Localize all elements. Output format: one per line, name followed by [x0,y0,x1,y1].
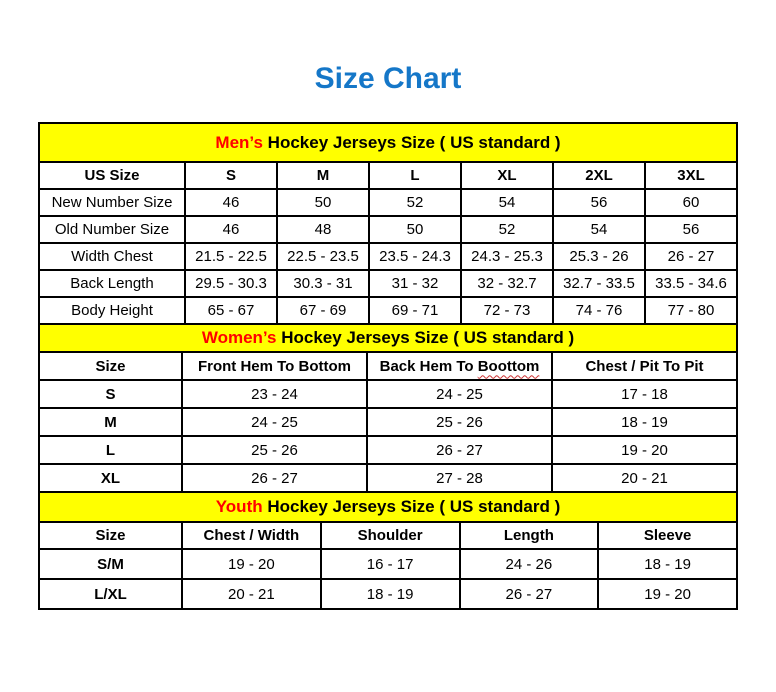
size-cell: 18 - 19 [321,579,460,609]
size-cell: 24 - 25 [367,380,552,408]
size-cell: 48 [277,216,369,243]
size-cell: 18 - 19 [598,549,737,579]
table-row [39,189,737,216]
row-label: Old Number Size [39,216,185,243]
size-cell: 24 - 26 [460,549,599,579]
column-header-label: Size [95,357,126,375]
column-header [39,162,185,189]
size-cell: 50 [369,216,461,243]
header-row [39,162,737,189]
section-title-rest: Hockey Jerseys Size ( US standard ) [262,497,561,516]
size-cell: 46 [185,216,277,243]
section-title [39,324,737,352]
size-cell: 50 [277,189,369,216]
column-header-label: M [316,167,330,184]
column-header-label: S [225,167,236,184]
size-cell: 60 [645,189,737,216]
column-header [39,352,182,380]
section-title-highlight: Men’s [215,132,263,152]
size-cell: 26 - 27 [460,579,599,609]
column-header-label: Size [95,527,126,544]
row-label: M [39,408,182,436]
section-title-highlight: Youth [215,497,263,516]
size-cell: 72 - 73 [461,297,553,324]
table-row [39,579,737,609]
column-header [367,352,552,380]
column-header [460,522,599,549]
size-tables [38,122,738,610]
section-title-highlight: Women’s [201,328,277,347]
column-header [321,522,460,549]
size-cell: 74 - 76 [553,297,645,324]
column-header [461,162,553,189]
size-cell: 54 [461,189,553,216]
table-row [39,243,737,270]
table-row [39,408,737,436]
size-cell: 56 [645,216,737,243]
header-row [39,352,737,380]
size-cell: 25.3 - 26 [553,243,645,270]
size-cell: 20 - 21 [552,464,737,492]
size-cell: 32.7 - 33.5 [553,270,645,297]
column-header-label: 3XL [677,167,705,184]
section-band [39,492,737,522]
column-header-label: L [410,167,420,184]
size-cell: 19 - 20 [182,549,321,579]
table-row [39,216,737,243]
size-cell: 17 - 18 [552,380,737,408]
size-cell: 69 - 71 [369,297,461,324]
size-cell: 23.5 - 24.3 [369,243,461,270]
row-label: New Number Size [39,189,185,216]
size-cell: 18 - 19 [552,408,737,436]
size-cell: 32 - 32.7 [461,270,553,297]
column-header [182,352,367,380]
size-cell: 26 - 27 [645,243,737,270]
row-label: Body Height [39,297,185,324]
youth-size-table [38,491,738,610]
size-cell: 22.5 - 23.5 [277,243,369,270]
column-header [645,162,737,189]
misspelled-word: Boottom [477,357,540,375]
size-cell: 24 - 25 [182,408,367,436]
size-cell: 31 - 32 [369,270,461,297]
size-cell: 26 - 27 [182,464,367,492]
row-label: Width Chest [39,243,185,270]
row-label: L [39,436,182,464]
header-row [39,522,737,549]
size-cell: 16 - 17 [321,549,460,579]
size-cell: 52 [369,189,461,216]
table-row [39,549,737,579]
column-header-label: Sleeve [643,527,692,544]
column-header-label: Front Hem To Bottom [197,357,352,375]
section-title-rest: Hockey Jerseys Size ( US standard ) [276,328,575,347]
table-row [39,297,737,324]
size-cell: 77 - 80 [645,297,737,324]
size-cell: 25 - 26 [367,408,552,436]
size-cell: 33.5 - 34.6 [645,270,737,297]
size-cell: 30.3 - 31 [277,270,369,297]
mens-size-table [38,122,738,325]
column-header [39,522,182,549]
row-label: S [39,380,182,408]
column-header [552,352,737,380]
column-header [598,522,737,549]
size-cell: 23 - 24 [182,380,367,408]
row-label: XL [39,464,182,492]
column-header-label: Shoulder [357,527,423,544]
page-title: Size Chart [314,62,462,95]
column-header [369,162,461,189]
section-title-rest: Hockey Jerseys Size ( US standard ) [262,132,561,152]
column-header-label: Chest / Width [203,527,300,544]
size-cell: 24.3 - 25.3 [461,243,553,270]
column-header [182,522,321,549]
table-row [39,464,737,492]
row-label: Back Length [39,270,185,297]
size-cell: 26 - 27 [367,436,552,464]
size-cell: 29.5 - 30.3 [185,270,277,297]
column-header-label: XL [497,167,517,184]
size-cell: 54 [553,216,645,243]
table-row [39,380,737,408]
column-header-label: Length [503,527,554,544]
size-cell: 19 - 20 [598,579,737,609]
table-row [39,270,737,297]
section-title [39,123,737,162]
table-row [39,436,737,464]
size-cell: 67 - 69 [277,297,369,324]
column-header-label: Chest / Pit To Pit [585,357,704,375]
column-header [185,162,277,189]
column-header [277,162,369,189]
size-cell: 20 - 21 [182,579,321,609]
size-cell: 52 [461,216,553,243]
column-header [553,162,645,189]
womens-size-table [38,323,738,493]
column-header-label: Back Hem To [379,357,478,375]
size-cell: 25 - 26 [182,436,367,464]
size-cell: 65 - 67 [185,297,277,324]
column-header-label: 2XL [585,167,613,184]
size-cell: 46 [185,189,277,216]
size-cell: 19 - 20 [552,436,737,464]
row-label: S/M [39,549,182,579]
size-cell: 27 - 28 [367,464,552,492]
section-band [39,324,737,352]
size-cell: 56 [553,189,645,216]
size-cell: 21.5 - 22.5 [185,243,277,270]
row-label: L/XL [39,579,182,609]
section-title [39,492,737,522]
column-header-label: US Size [84,167,140,184]
section-band [39,123,737,162]
